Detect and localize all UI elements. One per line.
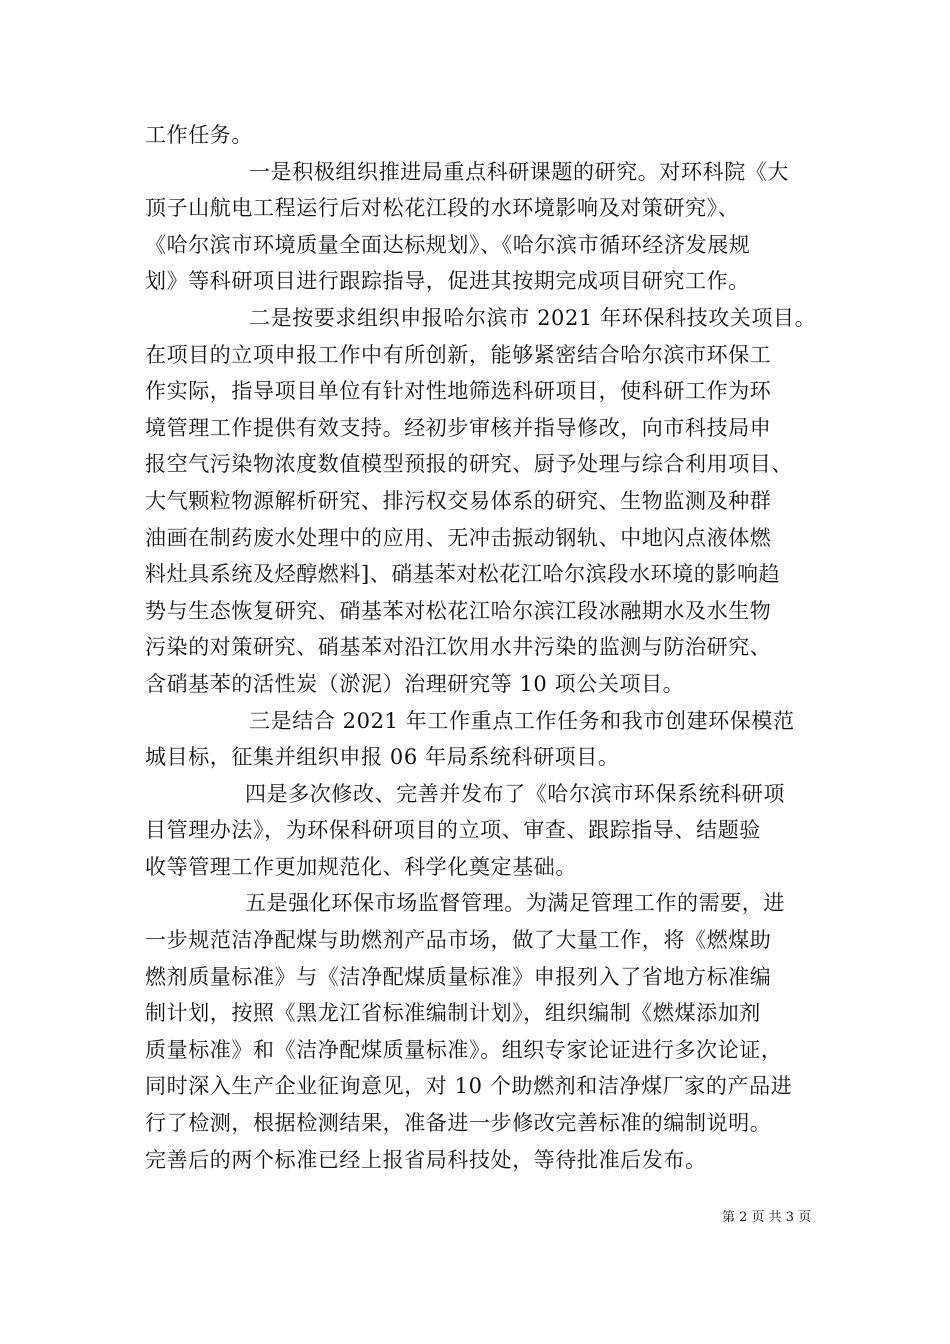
text-line: 大气颗粒物源解析研究、排污权交易体系的研究、生物监测及种群: [145, 488, 772, 513]
text-line: 燃剂质量标准》与《洁净配煤质量标准》申报列入了省地方标准编: [145, 964, 772, 989]
text-line: 一步规范洁净配煤与助燃剂产品市场，做了大量工作，将《燃煤助: [145, 928, 772, 953]
text-line: 污染的对策研究、硝基苯对沿江饮用水井污染的监测与防治研究、: [145, 635, 772, 660]
text-line: 作实际，指导项目单位有针对性地筛选科研项目，使科研工作为环: [145, 379, 772, 404]
text-line: 完善后的两个标准已经上报省局科技处，等待批准后发布。: [145, 1147, 707, 1172]
text-line: 目管理办法》，为环保科研项目的立项、审查、跟踪指导、结题验: [145, 818, 761, 843]
paragraph-start-line: 三是结合 2021 年工作重点工作任务和我市创建环保模范: [249, 708, 795, 733]
text-line: 报空气污染物浓度数值模型预报的研究、厨予处理与综合利用项目、: [145, 452, 793, 477]
text-line: 料灶具系统及烃醇燃料]、硝基苯对松花江哈尔滨段水环境的影响趋: [145, 562, 781, 587]
text-line: 在项目的立项申报工作中有所创新，能够紧密结合哈尔滨市环保工: [145, 342, 772, 367]
page-number: 第 2 页 共 3 页: [722, 1210, 812, 1225]
text-line: 含硝基苯的活性炭（淤泥）治理研究等 10 项公关项目。: [145, 671, 685, 696]
text-line: 油画在制药废水处理中的应用、无冲击振动钢轨、中地闪点液体燃: [145, 525, 772, 550]
text-line: 质量标准》和《洁净配煤质量标准》。组织专家论证进行多次论证，: [145, 1037, 783, 1062]
text-line: 势与生态恢复研究、硝基苯对松花江哈尔滨江段冰融期水及水生物: [145, 598, 772, 623]
document-body: [145, 117, 817, 1178]
text-line: 同时深入生产企业征询意见，对 10 个助燃剂和洁净煤厂家的产品进: [145, 1074, 793, 1099]
paragraph-start-line: 四是多次修改、完善并发布了《哈尔滨市环保系统科研项: [245, 781, 785, 806]
text-line: 顶子山航电工程运行后对松花江段的水环境影响及对策研究》、: [145, 196, 740, 221]
text-line: 《哈尔滨市环境质量全面达标规划》、《哈尔滨市循环经济发展规: [145, 232, 751, 257]
text-line: 制计划，按照《黑龙江省标准编制计划》，组织编制《燃煤添加剂: [145, 1001, 761, 1026]
text-line: 划》等科研项目进行跟踪指导，促进其按期完成项目研究工作。: [145, 269, 750, 294]
paragraph-start-line: 五是强化环保市场监督管理。为满足管理工作的需要，进: [245, 891, 785, 916]
text-line: 工作任务。: [145, 123, 253, 147]
text-line: 收等管理工作更加规范化、科学化奠定基础。: [145, 854, 577, 879]
paragraph-start-line: 一是积极组织推进局重点科研课题的研究。对环科院《大: [249, 159, 789, 184]
text-line: 行了检测，根据检测结果，准备进一步修改完善标准的编制说明。: [145, 1111, 772, 1136]
text-line: 境管理工作提供有效支持。经初步审核并指导修改，向市科技局申: [145, 415, 772, 440]
text-line: 城目标，征集并组织申报 06 年局系统科研项目。: [145, 745, 620, 770]
paragraph-start-line: 二是按要求组织申报哈尔滨市 2021 年环保科技攻关项目。: [249, 305, 817, 330]
